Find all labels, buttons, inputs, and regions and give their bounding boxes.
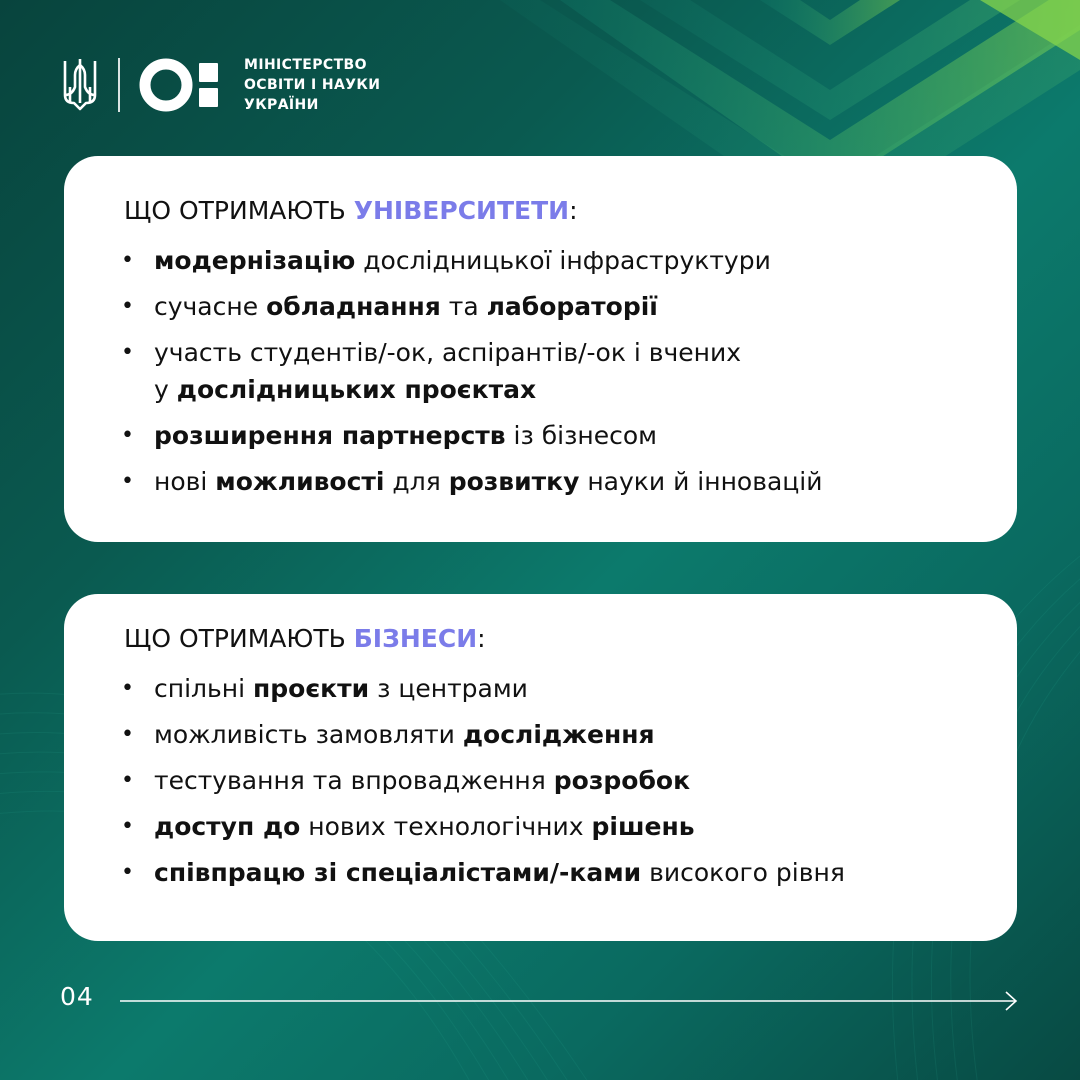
bold-text: розробок: [553, 766, 691, 795]
text: високого рівня: [641, 858, 845, 887]
title-prefix: ЩО ОТРИМАЮТЬ: [124, 624, 354, 653]
text: можливість замовляти: [154, 720, 463, 749]
text: із бізнесом: [505, 421, 658, 450]
page-number: 04: [60, 982, 94, 1011]
bold-text: можливості: [215, 467, 385, 496]
text: нові: [154, 467, 216, 496]
universities-card: [64, 156, 1017, 542]
bold-text: обладнання: [266, 292, 441, 321]
text: та: [440, 292, 487, 321]
text: нових технологічних: [300, 812, 592, 841]
bold-text: дослідження: [462, 720, 655, 749]
ministry-line: УКРАЇНИ: [244, 97, 319, 113]
businesses-title: [124, 622, 957, 656]
title-accent: УНІВЕРСИТЕТИ: [353, 196, 570, 225]
title-suffix: :: [477, 624, 486, 653]
title-prefix: ЩО ОТРИМАЮТЬ: [124, 196, 354, 225]
list-item: [124, 334, 957, 408]
list-item: [124, 288, 957, 325]
universities-benefits-list: [124, 242, 957, 500]
bold-text: доступ до: [154, 812, 301, 841]
logo-divider: [118, 58, 120, 112]
businesses-card: [64, 594, 1017, 941]
list-item: [124, 242, 957, 279]
ministry-line: ОСВІТИ І НАУКИ: [244, 77, 381, 93]
text: з центрами: [369, 674, 528, 703]
text: для: [384, 467, 449, 496]
ministry-logo: [62, 55, 380, 115]
ministry-line: МІНІСТЕРСТВО: [244, 57, 367, 73]
title-suffix: :: [569, 196, 578, 225]
bold-text: дослідницьких проєктах: [176, 375, 537, 404]
list-item: [124, 716, 957, 753]
bold-text: розвитку: [448, 467, 580, 496]
text: участь студентів/-ок, аспірантів/-ок і вчених: [154, 338, 742, 367]
text: спільні: [154, 674, 253, 703]
text: тестування та впровадження: [154, 766, 554, 795]
title-accent: БІЗНЕСИ: [353, 624, 478, 653]
bold-text: проєкти: [253, 674, 370, 703]
bold-text: співпрацю зі спеціалістами/-ками: [154, 858, 642, 887]
text: дослідницької інфраструктури: [355, 246, 771, 275]
text: сучасне: [154, 292, 267, 321]
text: науки й інновацій: [579, 467, 823, 496]
list-item: [124, 417, 957, 454]
bold-text: розширення партнерств: [154, 421, 506, 450]
bold-text: модернізацію: [154, 246, 356, 275]
businesses-benefits-list: [124, 670, 957, 891]
trident-icon: [62, 57, 98, 113]
text: у: [154, 375, 177, 404]
list-item: [124, 463, 957, 500]
ministry-name: [244, 55, 380, 115]
arrow-right-icon: [120, 989, 1020, 1013]
bold-text: лабораторії: [486, 292, 658, 321]
universities-title: [124, 194, 957, 228]
list-item: [124, 670, 957, 707]
list-item: [124, 854, 957, 891]
bold-text: рішень: [591, 812, 695, 841]
list-item: [124, 762, 957, 799]
mon-logo-icon: [138, 57, 230, 113]
list-item: [124, 808, 957, 845]
